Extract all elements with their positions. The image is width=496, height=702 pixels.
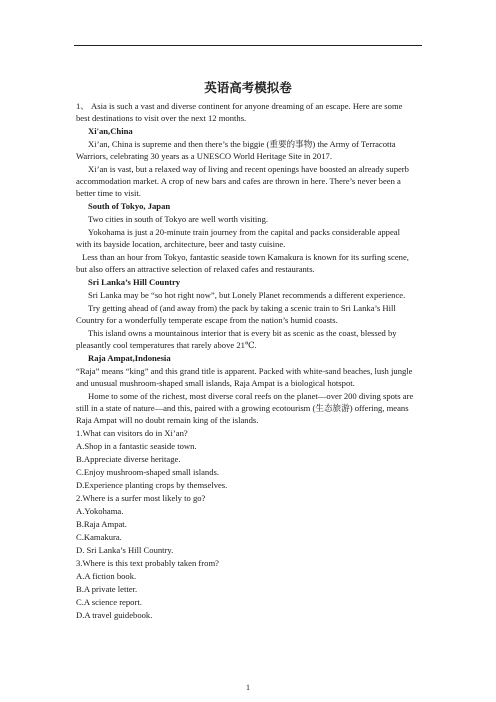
text-line: 1.What can visitors do in Xi’an? — [76, 428, 188, 438]
text-line: still in a state of nature—and this, paired with a growing ecotourism (生态旅游) offering, means — [76, 403, 409, 413]
text-line: This island owns a mountainous interior that is every bit as scenic as the coast, blessed by — [88, 328, 397, 338]
document-title: 英语高考模拟卷 — [204, 80, 292, 95]
text-line: Home to some of the richest, most diverse coral reefs on the planet—over 200 diving spots are — [88, 391, 414, 401]
text-line: but also offers an attractive selection of relaxed cafes and restaurants. — [76, 264, 315, 274]
section-heading: South of Tokyo, Japan — [88, 201, 171, 211]
text-line: 1、 Asia is such a vast and diverse continent for anyone dreaming of an escape. Here are some — [76, 101, 403, 111]
text-line: Less than an hour from Tokyo, fantastic seaside town Kamakura is known for its surfing scene, — [82, 252, 409, 262]
section-heading: Sri Lanka’s Hill Country — [88, 277, 181, 287]
text-line: “Raja” means “king” and this grand title is apparent. Packed with white-sand beaches, lush jungle — [76, 366, 413, 376]
text-line: 3.Where is this text probably taken from? — [76, 558, 219, 568]
text-line: D. Sri Lanka’s Hill Country. — [76, 545, 174, 555]
section-heading: Xi'an,China — [88, 126, 133, 136]
text-line: A.Shop in a fantastic seaside town. — [76, 441, 197, 451]
text-line: Sri Lanka may be “so hot right now”, but Lonely Planet recommends a different experience. — [88, 290, 406, 300]
text-line: and unusual mushroom-shaped small islands, Raja Ampat is a biological hotspot. — [76, 378, 355, 388]
header-rule — [74, 45, 422, 46]
text-line: Xi’an is vast, but a relaxed way of living and recent openings have boosted an already superb — [88, 164, 409, 174]
text-line: Warriors, celebrating 30 years as a UNESCO World Heritage Site in 2017. — [76, 151, 332, 161]
text-line: D.A travel guidebook. — [76, 610, 153, 620]
text-line: B.Appreciate diverse heritage. — [76, 454, 181, 464]
text-line: Try getting ahead of (and away from) the pack by taking a scenic train to Sri Lanka’s Hill — [88, 303, 396, 313]
text-line: pleasantly cool temperatures that rarely above 21℃. — [76, 340, 257, 350]
text-line: C.Enjoy mushroom-shaped small islands. — [76, 467, 219, 477]
text-line: Yokohama is just a 20-minute train journey from the capital and packs considerable appeal — [88, 227, 400, 237]
section-heading: Raja Ampat,Indonesia — [88, 353, 171, 363]
text-line: Raja Ampat will no doubt remain king of the islands. — [76, 415, 259, 425]
text-line: Two cities in south of Tokyo are well worth visiting. — [88, 214, 269, 224]
text-line: B.A private letter. — [76, 584, 138, 594]
text-line: better time to visit. — [76, 188, 141, 198]
text-line: B.Raja Ampat. — [76, 519, 127, 529]
text-line: D.Experience planting crops by themselves. — [76, 480, 228, 490]
text-line: best destinations to visit over the next 12 months. — [76, 113, 247, 123]
page-number: 1 — [246, 683, 250, 692]
text-line: 2.Where is a surfer most likely to go? — [76, 493, 206, 503]
text-line: C.A science report. — [76, 597, 142, 607]
text-line: accommodation market. A crop of new bars and cafes are thrown in here. There’s never been a — [76, 176, 401, 186]
text-line: Country for a wonderfully temperate escape from the nation’s humid coasts. — [76, 315, 338, 325]
text-line: C.Kamakura. — [76, 532, 122, 542]
text-line: A.A fiction book. — [76, 571, 137, 581]
text-line: Xi’an, China is supreme and then there’s the biggie (重要的事物) the Army of Terracotta — [88, 139, 396, 149]
text-line: with its bayside location, architecture, beer and tasty cuisine. — [76, 239, 286, 249]
text-line: A.Yokohama. — [76, 506, 124, 516]
